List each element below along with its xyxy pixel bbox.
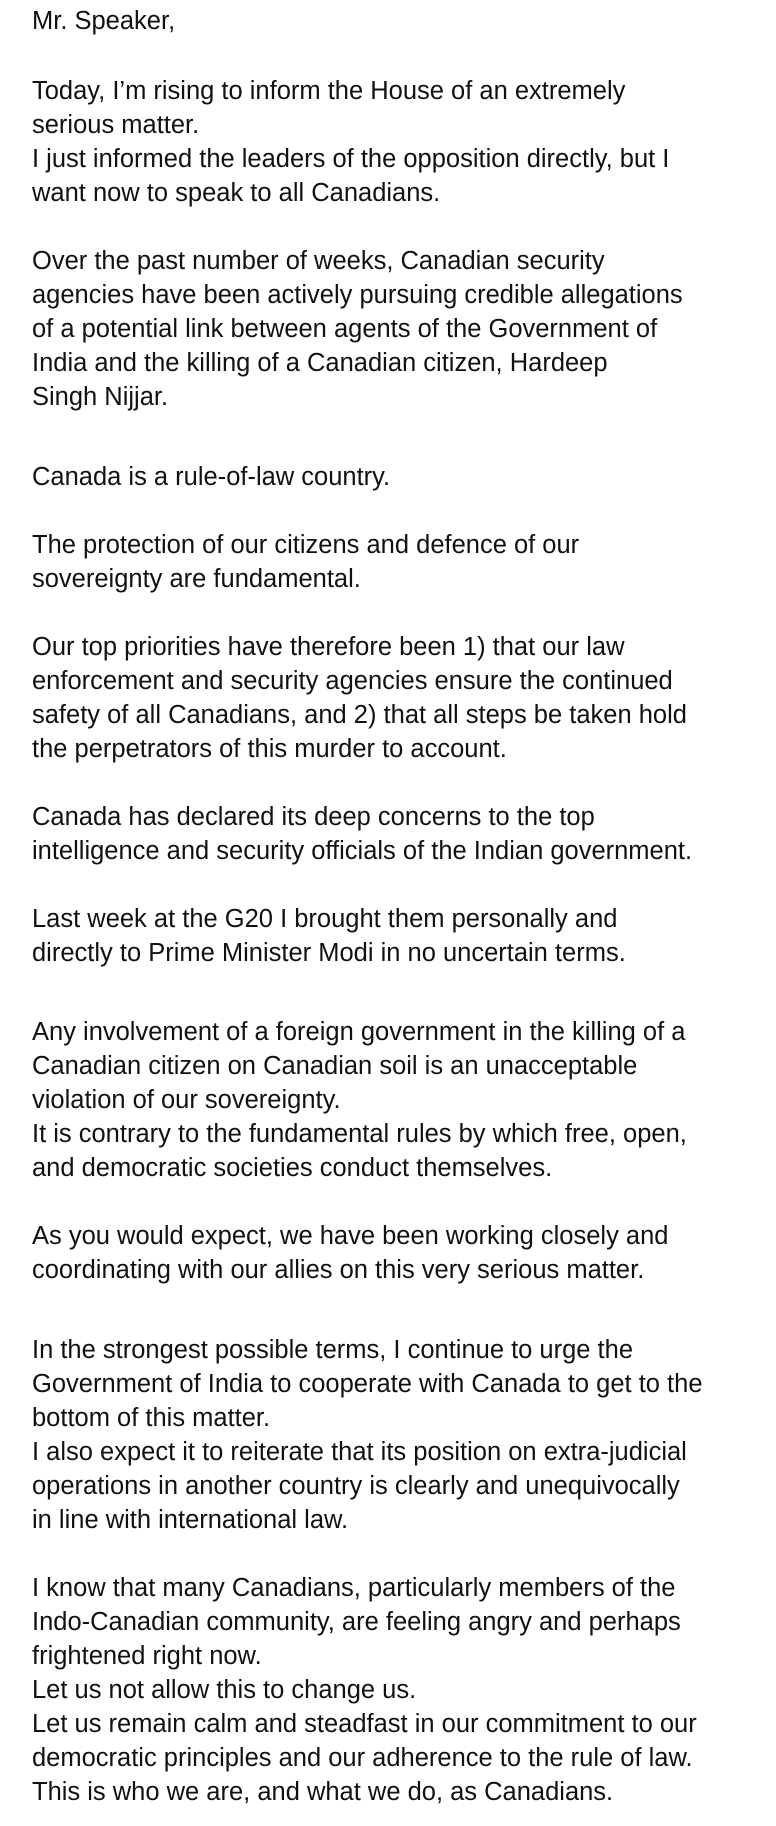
text-line: Singh Nijjar. [32, 383, 169, 411]
text-line: I just informed the leaders of the opposition directly, but I [32, 145, 670, 173]
text-line: of a potential link between agents of the Government of [32, 315, 658, 343]
text-line: sovereignty are fundamental. [32, 565, 361, 593]
text-line: Over the past number of weeks, Canadian security [32, 247, 605, 275]
text-line: India and the killing of a Canadian citizen, Hardeep [32, 349, 608, 377]
text-line: and democratic societies conduct themselves. [32, 1154, 553, 1182]
text-line: Mr. Speaker, [32, 7, 176, 35]
text-line: bottom of this matter. [32, 1404, 271, 1432]
text-line: I know that many Canadians, particularly members of the [32, 1574, 676, 1602]
text-line: In the strongest possible terms, I continue to urge the [32, 1336, 634, 1364]
text-line: It is contrary to the fundamental rules by which free, open, [32, 1120, 687, 1148]
text-line: enforcement and security agencies ensure the continued [32, 667, 673, 695]
text-line: Canada has declared its deep concerns to the top [32, 803, 595, 831]
text-line: Our top priorities have therefore been 1) that our law [32, 633, 625, 661]
text-line: Indo-Canadian community, are feeling angry and perhaps [32, 1608, 681, 1636]
text-line: coordinating with our allies on this very serious matter. [32, 1256, 645, 1284]
text-line: in line with international law. [32, 1506, 349, 1534]
text-line: I also expect it to reiterate that its position on extra-judicial [32, 1438, 687, 1466]
text-line: frightened right now. [32, 1642, 262, 1670]
text-line: the perpetrators of this murder to account. [32, 735, 507, 763]
text-line: want now to speak to all Canadians. [32, 179, 441, 207]
text-line: Canada is a rule-of-law country. [32, 463, 391, 491]
text-line: Last week at the G20 I brought them personally and [32, 905, 618, 933]
text-line: Government of India to cooperate with Canada to get to the [32, 1370, 703, 1398]
text-line: Canadian citizen on Canadian soil is an unacceptable [32, 1052, 638, 1080]
text-line: As you would expect, we have been working closely and [32, 1222, 669, 1250]
text-line: Any involvement of a foreign government in the killing of a [32, 1018, 686, 1046]
text-line: Let us remain calm and steadfast in our commitment to our [32, 1710, 697, 1738]
text-line: Let us not allow this to change us. [32, 1676, 417, 1704]
text-line: Today, I’m rising to inform the House of an extremely [32, 77, 626, 105]
text-line: operations in another country is clearly and unequivocally [32, 1472, 680, 1500]
text-line: violation of our sovereignty. [32, 1086, 341, 1114]
text-line: agencies have been actively pursuing credible allegations [32, 281, 683, 309]
text-line: intelligence and security officials of the Indian government. [32, 837, 693, 865]
text-line: democratic principles and our adherence to the rule of law. [32, 1744, 693, 1772]
text-line: The protection of our citizens and defence of our [32, 531, 580, 559]
text-line: directly to Prime Minister Modi in no uncertain terms. [32, 939, 626, 967]
text-line: serious matter. [32, 111, 200, 139]
text-line: This is who we are, and what we do, as Canadians. [32, 1778, 614, 1806]
text-line: safety of all Canadians, and 2) that all steps be taken hold [32, 701, 687, 729]
